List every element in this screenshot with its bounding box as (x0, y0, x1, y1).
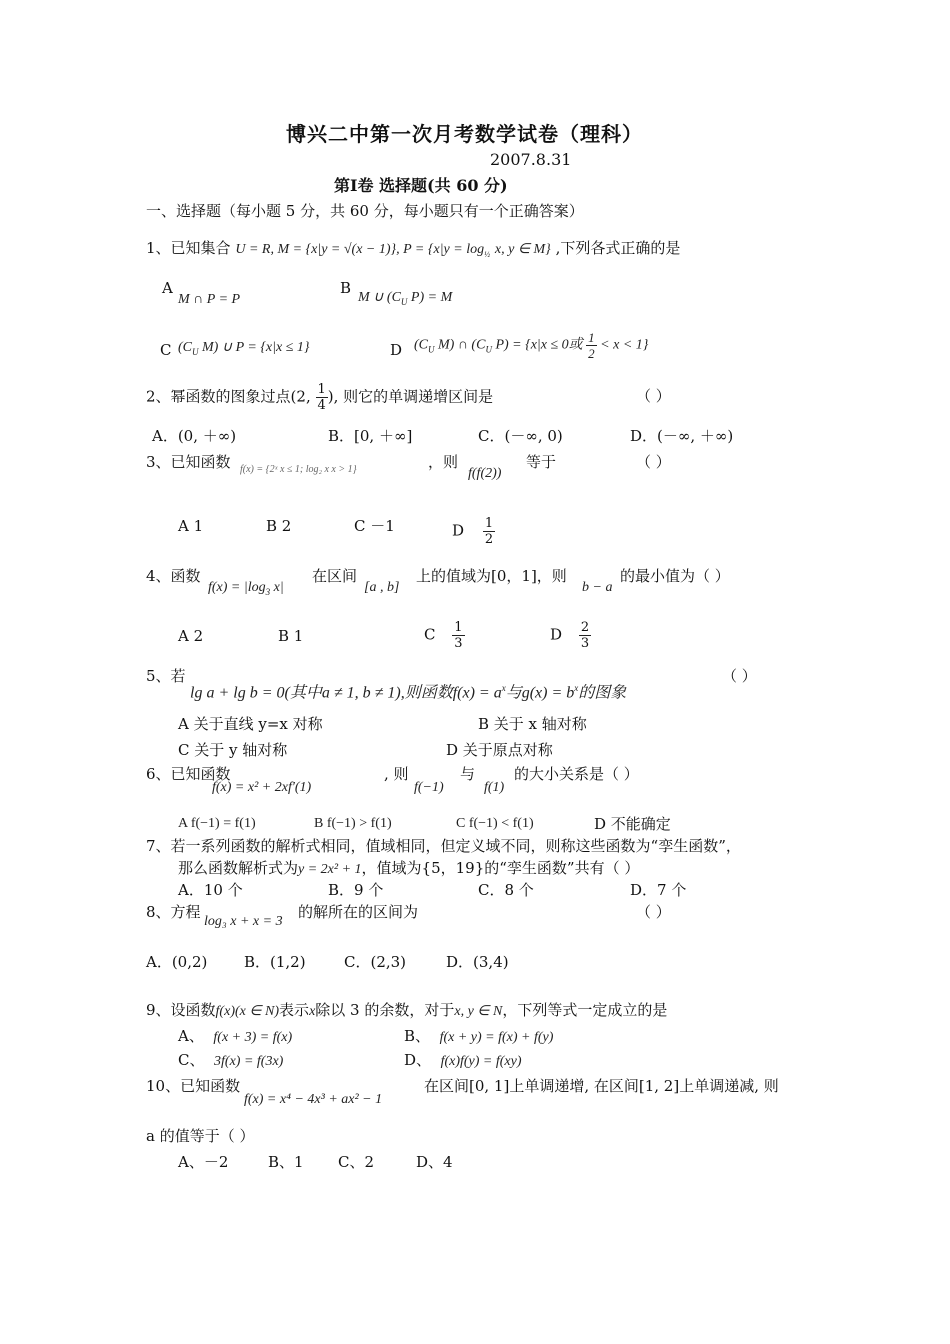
q5-expr-part2: 与g(x) = b (505, 684, 575, 702)
q2-option-d: D．(－∞, ＋∞) (630, 427, 734, 445)
q2-text2: ), 则它的单调递增区间是 (327, 387, 494, 406)
q1-option-a-label: A (162, 279, 173, 297)
q4-func-part1: f(x) = |log (208, 580, 266, 595)
q3-option-c: C －1 (354, 517, 395, 535)
q5-expr-part1: lg a + lg b = 0(其中a ≠ 1, b ≠ 1),则函数f(x) = a (190, 684, 502, 702)
instructions: 一、选择题（每小题 5 分，共 60 分，每小题只有一个正确答案） (146, 202, 584, 220)
q2-text: 2、幂函数的图象过点(2, (146, 387, 311, 406)
q1-tail: ,下列各式正确的是 (555, 239, 681, 257)
q6-e2: f(1) (484, 780, 505, 795)
q9-c-expr: 3f(x) = f(3x) (214, 1054, 284, 1069)
q1-d-part1: (C (414, 337, 428, 353)
q4-c-fraction (452, 620, 464, 651)
section-title: 第Ⅰ卷 选择题(共 60 分) (334, 176, 508, 195)
q3-expr: f(f(2)) (468, 466, 502, 481)
q9-text: 9、设函数 (146, 1001, 216, 1019)
q4-option-a: A 2 (178, 627, 204, 645)
q9-tail: ，下列等式一定成立的是 (502, 1001, 668, 1019)
q1-c-part2: M) ∪ P = {x|x ≤ 1} (198, 340, 310, 355)
q6-func: f(x) = x² + 2xf′(1) (212, 780, 312, 795)
q9-option-a (178, 1026, 292, 1048)
q3-d-frac-num: 1 (484, 516, 494, 531)
q10-func: f(x) = x⁴ − 4x³ + ax² − 1 (244, 1092, 383, 1107)
q1-b-part2: P) = M (407, 290, 453, 305)
q9-option-c (178, 1050, 283, 1072)
q1-set-expr-end: x, y ∈ M} (494, 242, 551, 257)
q2-frac-num: 1 (317, 382, 326, 397)
q5-answer-paren: （ ） (722, 667, 757, 685)
q1-c-part1: (C (178, 340, 192, 355)
q1-option-c (178, 338, 309, 362)
q6-then: , 则 (384, 765, 409, 783)
q4-option-d (550, 620, 591, 651)
q9-vars: x, y ∈ N (454, 1004, 503, 1019)
q10-option-d: D、4 (416, 1153, 453, 1171)
q1-option-d-label: D (390, 341, 403, 359)
q4-mid2: 上的值域为[0，1]，则 (416, 567, 567, 585)
q8-option-b: B．(1,2) (244, 953, 306, 971)
q1-stem: 1、已知集合 U = R, M = {x|y = √(x − 1)}, $P = \{x|y = \log_{\frac{1}{2}} x$, y ∈ M} ,下列各式正确的是 (146, 239, 681, 259)
q4-d-fraction (579, 620, 591, 651)
q1-option-a: M ∩ P = P (178, 292, 241, 307)
q10-text: 10、已知函数 (146, 1077, 241, 1095)
q7-option-a: A．10 个 (178, 881, 243, 899)
q9-func: f(x)(x ∈ N) (215, 1004, 280, 1019)
q5-option-a: A 关于直线 y=x 对称 (178, 715, 323, 733)
q7-option-c: C．8 个 (478, 881, 534, 899)
q3-text: 3、已知函数 (146, 453, 231, 471)
q1-d-part2: M) ∩ (C (434, 337, 486, 353)
q5-sup2: x (574, 683, 579, 693)
q9-d-expr: f(x)f(y) = f(xy) (440, 1054, 522, 1069)
q3-option-b: B 2 (266, 517, 292, 535)
q6-option-a: A f(−1) = f(1) (178, 816, 256, 831)
q3-then: ，则 (428, 453, 459, 471)
q5-text: 5、若 (146, 667, 186, 685)
q9-stem (146, 1000, 667, 1022)
q1-option-c-label: C (160, 341, 172, 359)
q3-d-fraction (483, 516, 495, 547)
q3-d-frac-den: 2 (484, 532, 494, 547)
q1-b-part1: M ∪ (C (358, 290, 401, 305)
q6-option-b: B f(−1) > f(1) (314, 816, 392, 831)
q7-func: y = 2x² + 1 (298, 862, 362, 877)
q9-a-expr: f(x + 3) = f(x) (213, 1030, 293, 1045)
q4-expr: b − a (582, 580, 613, 595)
q8-tail: 的解所在的区间为 (298, 903, 419, 921)
q8-option-c: C．(2,3) (344, 953, 407, 971)
q9-c-label: C、 (178, 1051, 205, 1069)
q9-mid: 表示 (279, 1001, 310, 1019)
q2-stem (146, 382, 493, 413)
q8-option-d: D．(3,4) (446, 953, 509, 971)
q1-c-sub: U (192, 346, 199, 357)
q3-equals: 等于 (526, 453, 557, 471)
q1-d-frac-den: 2 (588, 346, 595, 361)
q1-d-sub1: U (428, 344, 435, 355)
q2-fraction (316, 382, 328, 413)
q9-a-label: A、 (178, 1027, 204, 1045)
q6-option-d: D 不能确定 (594, 815, 671, 833)
q1-option-b (358, 288, 452, 312)
q9-option-d (404, 1050, 522, 1072)
q1-d-frac-num: 1 (588, 330, 595, 345)
q4-tail: 的最小值为（ ） (620, 567, 730, 585)
q10-option-c: C、2 (338, 1153, 375, 1171)
q3-option-d (452, 516, 495, 547)
q7-line2 (178, 858, 639, 880)
q1-option-d (414, 330, 648, 361)
q1-set-expr: U = R, M = {x|y = √(x − 1)}, P = {x|y = log (235, 242, 485, 257)
q10-tail: 在区间[0, 1]上单调递增, 在区间[1, 2]上单调递减, 则 (424, 1077, 779, 1095)
q4-option-c (424, 620, 465, 651)
q9-option-b (404, 1026, 553, 1048)
q8-option-a: A．(0,2) (146, 953, 208, 971)
q4-interval: [a , b] (364, 580, 400, 595)
q5-option-b: B 关于 x 轴对称 (478, 715, 587, 733)
q8-func: log₃ x + x = 3 (204, 914, 283, 929)
q2-option-a: A．(0, ＋∞) (152, 427, 237, 445)
q1-d-part4: < x < 1} (596, 337, 649, 353)
q10-option-b: B、1 (268, 1153, 304, 1171)
exam-date: 2007.8.31 (490, 150, 572, 169)
q5-expr-part3: 的图象 (578, 684, 627, 702)
q5-expr (190, 678, 626, 703)
page-title: 博兴二中第一次月考数学试卷（理科） (286, 122, 643, 146)
q3-answer-paren: （ ） (636, 453, 671, 471)
q7-line2a: 那么函数解析式为 (178, 859, 299, 877)
q7-option-d: D．7 个 (630, 881, 687, 899)
q9-b-label: B、 (404, 1027, 431, 1045)
q2-option-c: C．(－∞, 0) (478, 427, 563, 445)
q9-mid2: 除以 3 的余数，对于 (315, 1001, 455, 1019)
q3-d-label: D (452, 521, 465, 540)
q1-d-part3: P) = {x|x ≤ 0或 (491, 337, 583, 353)
q4-func-sub: 3 (265, 586, 271, 597)
q4-c-frac-num: 1 (454, 620, 463, 635)
q7-line2b: ，值域为{5，19}的“孪生函数”共有（ ） (361, 859, 640, 877)
q1-lead: 1、已知集合 (146, 239, 231, 257)
q6-text: 6、已知函数 (146, 765, 231, 783)
q4-d-label: D (550, 625, 563, 644)
q7-line1: 7、若一系列函数的解析式相同，值域相同，但定义域不同，则称这些函数为“孪生函数”， (146, 837, 741, 855)
q6-and: 与 (460, 765, 476, 783)
q6-tail: 的大小关系是（ ） (514, 765, 639, 783)
q1-b-sub: U (400, 296, 408, 307)
q5-option-d: D 关于原点对称 (446, 741, 553, 759)
q4-option-b: B 1 (278, 627, 304, 645)
q4-d-frac-num: 2 (580, 620, 590, 635)
q2-frac-den: 4 (317, 398, 326, 413)
q10-line2: a 的值等于（ ） (146, 1127, 255, 1145)
q4-c-frac-den: 3 (454, 636, 463, 651)
q7-option-b: B．9 个 (328, 881, 384, 899)
q9-b-expr: f(x + y) = f(x) + f(y) (439, 1030, 554, 1045)
q10-option-a: A、－2 (178, 1153, 229, 1171)
q5-sup1: x (501, 683, 506, 693)
q4-text: 4、函数 (146, 567, 201, 585)
q1-d-sub2: U (485, 344, 492, 355)
q4-func (208, 578, 284, 602)
q6-e1: f(−1) (414, 780, 444, 795)
q1-d-fraction (586, 330, 597, 361)
q3-piecewise: f(x) = {2ˣ x ≤ 1; log₂ x x > 1} (240, 464, 357, 475)
q9-d-label: D、 (404, 1051, 432, 1069)
q4-func-part2: x| (270, 580, 284, 595)
q3-option-a: A 1 (178, 517, 204, 535)
q4-c-label: C (424, 625, 436, 644)
q6-option-c: C f(−1) < f(1) (456, 816, 534, 831)
q8-text: 8、方程 (146, 903, 201, 921)
q4-mid: 在区间 (312, 567, 358, 585)
q2-option-b: B．[0, ＋∞] (328, 427, 413, 445)
q8-answer-paren: （ ） (636, 903, 671, 921)
q5-option-c: C 关于 y 轴对称 (178, 741, 288, 759)
q9-x: x (309, 1004, 316, 1019)
q4-d-frac-den: 3 (580, 636, 590, 651)
q1-option-b-label: B (340, 279, 352, 297)
q2-answer-paren: （ ） (636, 387, 671, 405)
q3-stem (146, 452, 231, 472)
